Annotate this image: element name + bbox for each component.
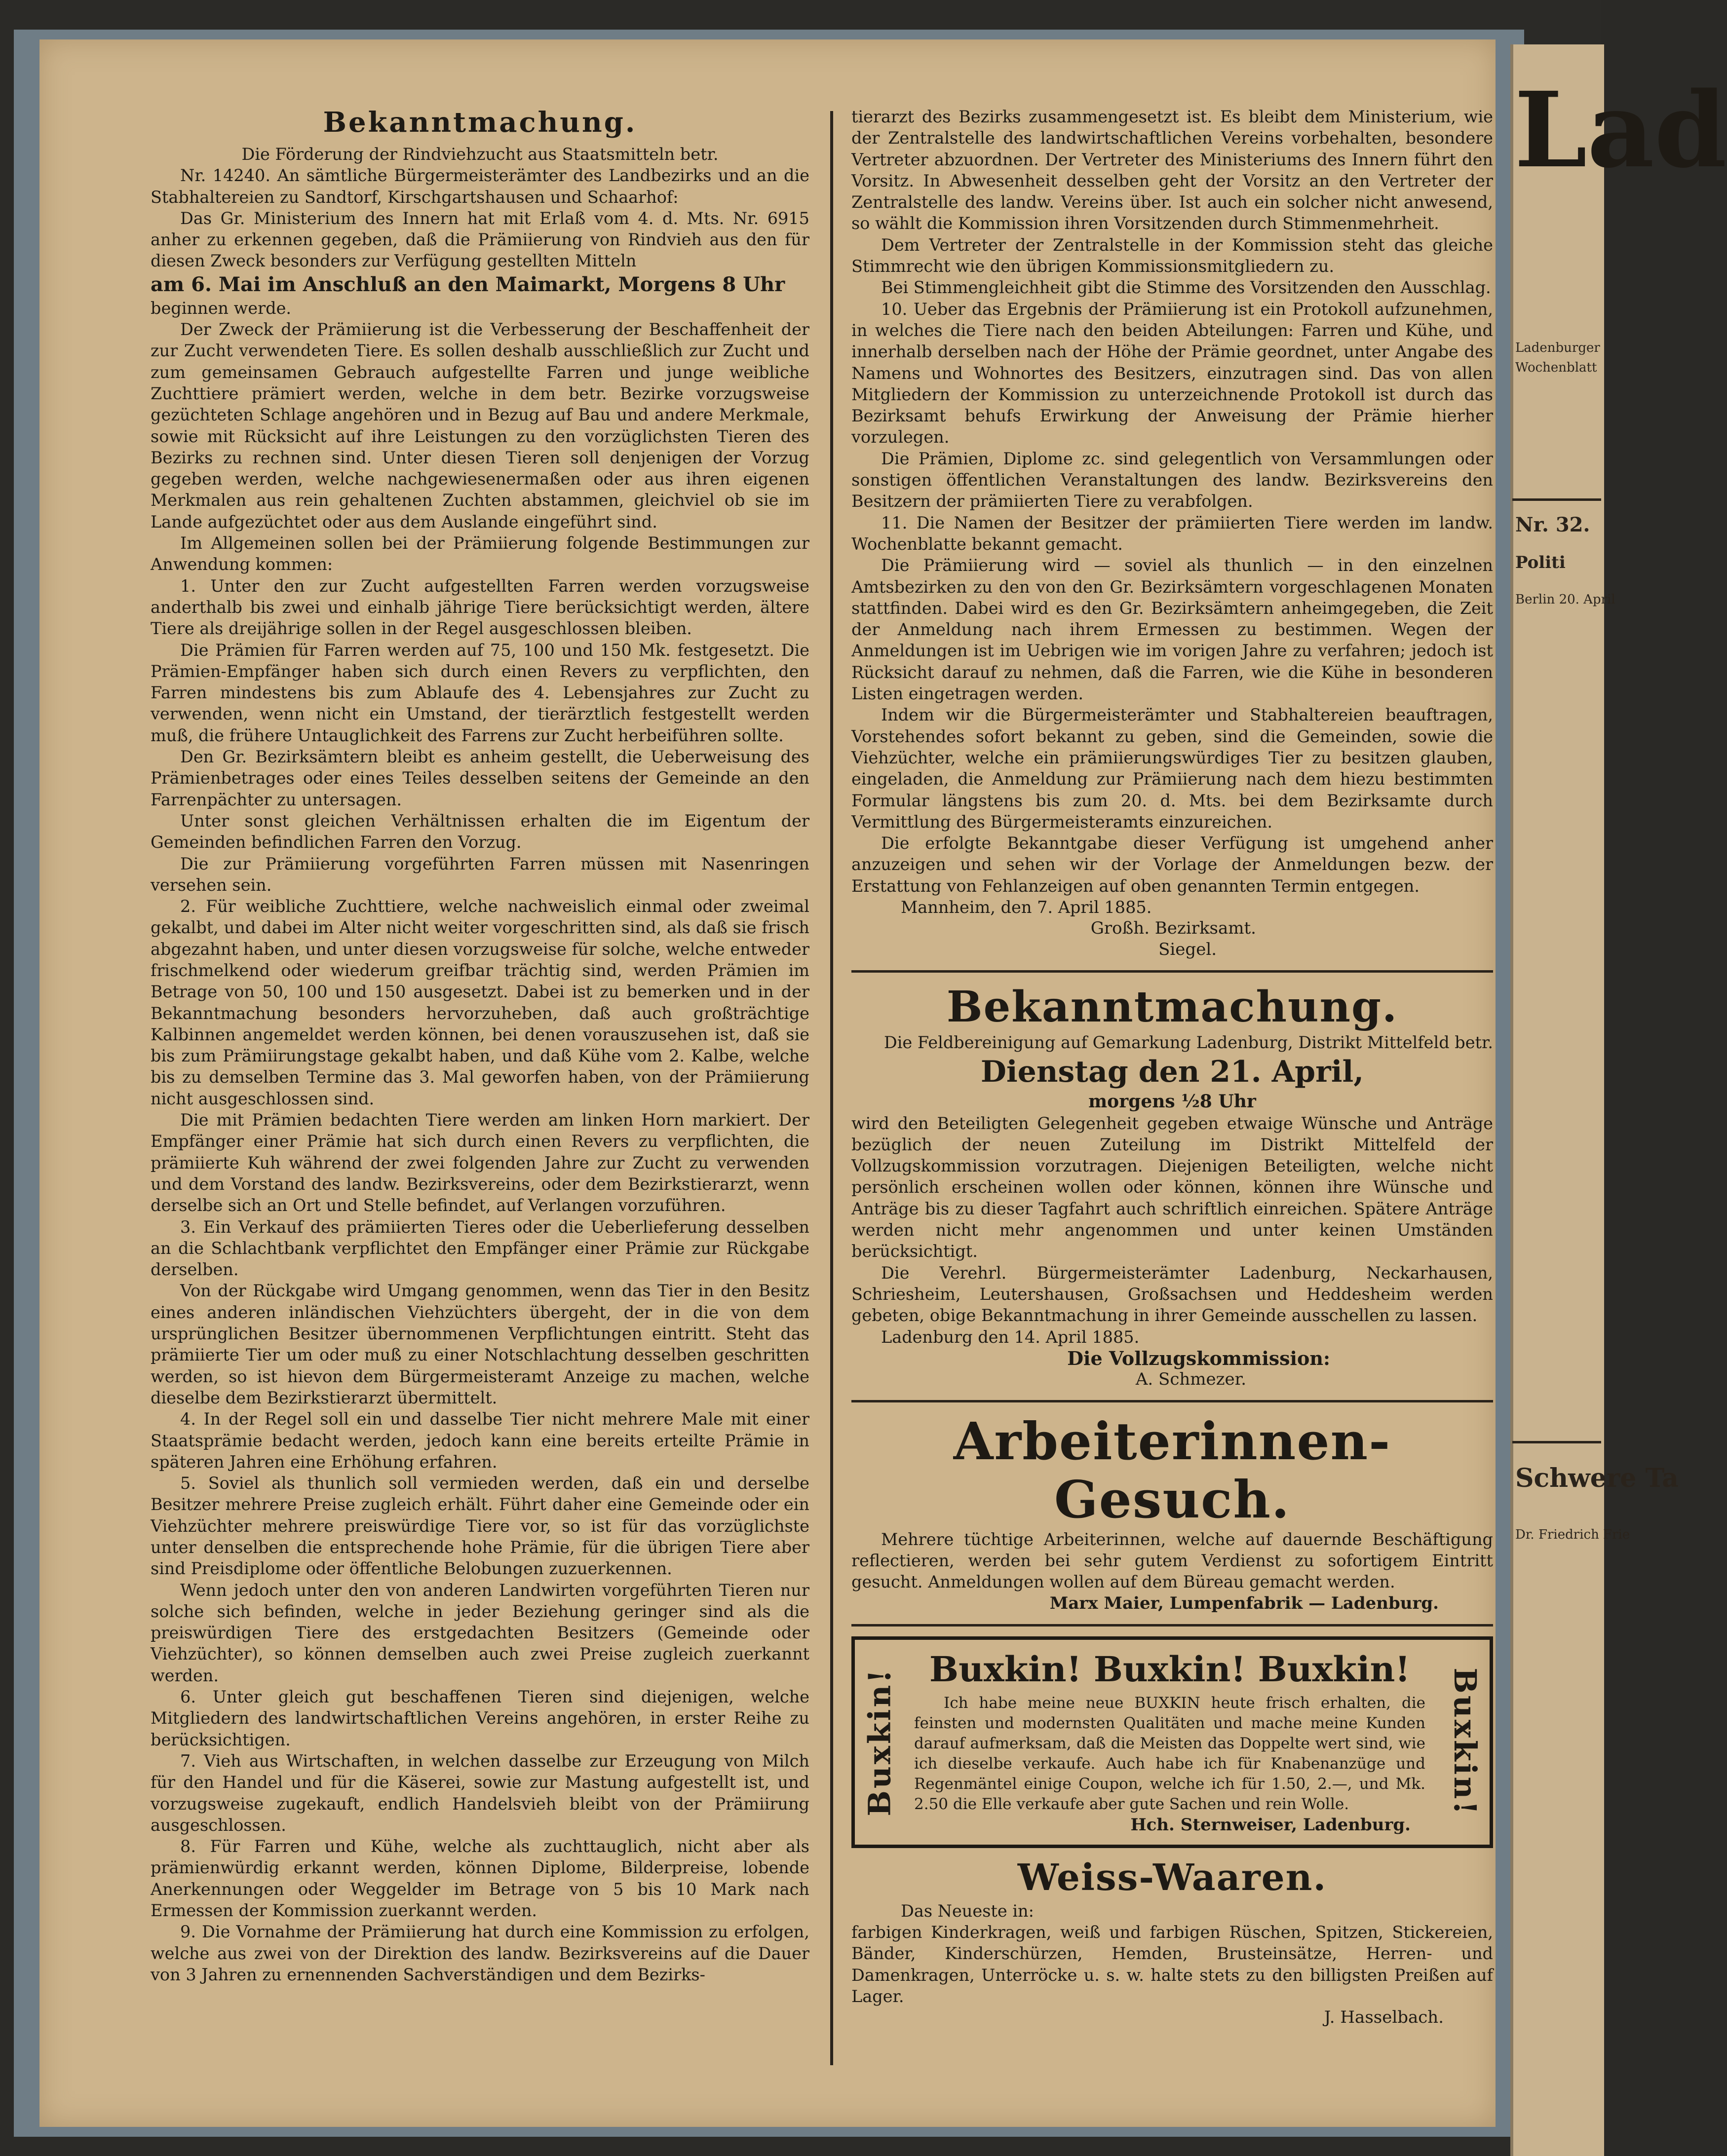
ad-intro: Das Neueste in: [901,1901,1034,1921]
paragraph: Dem Vertreter der Zentralstelle in der Kommission steht das gleiche Stimmrecht wie den übrigen Kommissionsmitgliedern zu. [851,235,1493,276]
ad-side-label: Buxkin! [1447,1667,1483,1816]
ad-title: Arbeiterinnen-Gesuch. [953,1410,1391,1530]
paragraph: Der Zweck der Prämiierung ist die Verbesserung der Beschaffenheit der zur Zucht verwendeten Tiere. Es sollen deshalb ausschließlich zur Zucht und zum gemeinsamen Gebrauch aufgestellte Farren und junge weibliche Zuchttiere prämiert werden, welche in dem betr. Bezirke vorzugsweise gezüchteten Schlage angehören und in Bezug auf Bau und andere Merkmale, sowie mit Rücksicht auf ihre Leistungen zu den vorzüglichsten Tieren des Bezirks zu rechnen sind. Unter diesen Tieren soll denjenigen der Vorzug gegeben werden, welche nachgewiesenermaßen oder aus ihren eigenen Merkmalen aus rein gehaltenen Zuchten abstammen, gleichviel ob sie im Lande aufgezüchtet oder aus dem Auslande eingeführt sind. [151,320,809,531]
paragraph: Die Prämien, Diplome zc. sind gelegentlich von Versammlungen oder sonstigen öffentlichen Veranstaltungen des landw. Bezirksvereins den Besitzern der prämiierten Tiere zu verabfolgen. [851,449,1493,511]
adjacent-heading: Politi [1515,553,1566,572]
paragraph: 4. In der Regel soll ein und dasselbe Tier nicht mehrere Male mit einer Staatsprämie bedacht werden, jedoch kann eine bereits erteilte Prämie in späteren Jahren eine Erhöhung erfahren. [151,1409,809,1472]
notice-title: Bekanntmachung. [323,106,637,139]
adjacent-text-line: Wochenblatt [1515,360,1597,375]
paragraph: 7. Vieh aus Wirtschaften, in welchen dasselbe zur Erzeugung von Milch für den Handel und für die Käserei, sowie zur Mastung aufgestellt ist, und vorzugsweise zugekauft, endlich Handelsvieh bleibt von der Prämiirung ausgeschlossen. [151,1751,809,1835]
notice-title: Bekanntmachung. [946,982,1398,1032]
adjacent-heading: Schwere Ta [1515,1463,1679,1493]
signature-commission: Die Vollzugskommission: [1067,1347,1330,1369]
paragraph: 8. Für Farren und Kühe, welche als zuchttauglich, nicht aber als prämienwürdig erkannt werden, können Diplome, Bilderpreise, lobende Anerkennungen oder Weggelder im Betrage von 5 bis 10 Mark nach Ermessen der Kommission zuerkannt werden. [151,1837,809,1921]
ad-signature: J. Hasselbach. [1324,2007,1444,2028]
paragraph: Im Allgemeinen sollen bei der Prämiierung folgende Bestimmungen zur Anwendung kommen: [151,533,809,574]
adjacent-text-line: Ladenburger [1515,340,1600,355]
paragraph: Die mit Prämien bedachten Tiere werden am linken Horn markiert. Der Empfänger einer Prämie hat sich durch einen Revers zu verpflichten, die prämiierte Kuh während der zwei folgenden Jahre zur Zucht zu verwenden und dem Vorstand des landw. Bezirksvereins, oder dem Bezirkstierarzt, wenn derselbe sich an Ort und Stelle befindet, auf Verlangen vorzuführen. [151,1110,809,1215]
date-line: Ladenburg den 14. April 1885. [881,1327,1140,1347]
notice-time: morgens ½8 Uhr [1088,1091,1256,1112]
paragraph: Bei Stimmengleichheit gibt die Stimme des Vorsitzenden den Ausschlag. [881,278,1491,298]
paragraph: Unter sonst gleichen Verhältnissen erhalten die im Eigentum der Gemeinden befindlichen Farren den Vorzug. [151,811,809,852]
section-rule [851,1624,1493,1626]
signature-seal: Siegel. [1158,940,1217,960]
adjacent-rule [1512,1441,1601,1443]
paragraph: 9. Die Vornahme der Prämiierung hat durch eine Kommission zu erfolgen, welche aus zwei von der Direktion des landw. Bezirksvereins auf die Dauer von 3 Jahren zu ernennenden Sachverständigen und dem Bezirks- [151,1922,809,1984]
paragraph: 3. Ein Verkauf des prämiierten Tieres oder die Ueberlieferung desselben an die Schlachtbank verpflichtet den Empfänger einer Prämie zur Rückgabe derselben. [151,1217,809,1280]
signature-office: Großh. Bezirksamt. [1090,918,1256,939]
ad-title: Buxkin! Buxkin! Buxkin! [929,1648,1411,1690]
left-column [151,106,809,1985]
right-column [851,106,1493,2028]
adjacent-issue-number: Nr. 32. [1515,513,1590,536]
paragraph: Das Gr. Ministerium des Innern hat mit Erlaß vom 4. d. Mts. Nr. 6915 anher zu erkennen gegeben, daß die Prämiierung von Rindvieh aus den für diesen Zweck besonders zur Verfügung gestellten Mitteln [151,208,809,271]
paragraph: Die Prämiierung wird — soviel als thunlich — in den einzelnen Amtsbezirken zu den von den Gr. Bezirksämtern vorgeschlagenen Monaten stattfinden. Dabei wird es den Gr. Bezirksämtern anheimgegeben, die Zeit der Anmeldung nach ihrem Ermessen zu bestimmen. Wegen der Anmeldungen ist im Uebrigen wie im vorigen Jahre zu verfahren; jedoch ist Rücksicht darauf zu nehmen, daß die Farren, wie die Kühe in besonderen Listen eingetragen werden. [851,556,1493,704]
paragraph: Den Gr. Bezirksämtern bleibt es anheim gestellt, die Ueberweisung des Prämienbetrages oder eines Teiles desselben seitens der Gemeinde an den Farrenpächter zu untersagen. [151,747,809,809]
paragraph: 5. Soviel als thunlich soll vermieden werden, daß ein und derselbe Besitzer mehrere Preise zugleich erhält. Führt daher eine Gemeinde oder ein Viehzüchter mehrere preiswürdige Tiere vor, so ist für das vorzüglichste unter denselben die entsprechende hohe Prämie, für die übrigen Tiere aber sind Preisdiplome oder öffentliche Belobungen zuzuerkennen. [151,1474,809,1579]
adjacent-rule [1512,498,1601,501]
paragraph: 10. Ueber das Ergebnis der Prämiierung ist ein Protokoll aufzunehmen, in welches die Tiere nach den beiden Abteilungen: Farren und Kühe, und innerhalb derselben nach der Höhe der Prämie geordnet, unter Angabe des Namens und Wohnortes des Besitzers, einzutragen sind. Das von allen Mitgliedern der Kommission zu unterzeichnende Protokoll ist durch das Bezirksamt behufs Erwirkung der Anweisung der Prämie hierher vorzulegen. [851,299,1493,447]
paragraph: tierarzt des Bezirks zusammengesetzt ist. Es bleibt dem Ministerium, wie der Zentralstelle des landwirtschaftlichen Vereins vorbehalten, besondere Vertreter abzuordnen. Der Vertreter des Ministeriums des Innern führt den Vorsitz. In Abwesenheit desselben geht der Vorsitz an den Vertreter der Zentralstelle des landw. Vereins über. Ist auch ein solcher nicht anwesend, so wählt die Kommission ihren Vorsitzenden durch Stimmenmehrheit. [851,107,1493,233]
section-rule [851,970,1493,973]
paragraph: beginnen werde. [151,298,292,318]
paragraph: Wenn jedoch unter den von anderen Landwirten vorgeführten Tieren nur solche sich befinden, welche in jeder Beziehung geringer sind als die preiswürdigen Tiere des erstgedachten Besitzers (Gemeinde oder Viehzüchter), so können demselben auch zwei Preise zugleich zuerkannt werden. [151,1580,809,1685]
notice-feldbereinigung [851,983,1493,1390]
paragraph: Die Verehrl. Bürgermeisterämter Ladenburg, Neckarhausen, Schriesheim, Leutershausen, Großsachsen und Heddesheim werden gebeten, obige Bekanntmachung in ihrer Gemeinde ausschellen zu lassen. [851,1263,1493,1325]
paragraph: Die erfolgte Bekanntgabe dieser Verfügung ist umgehend anher anzuzeigen und sehen wir der Vorlage der Anmeldungen bezw. der Erstattung von Fehlanzeigen auf oben genannten Termin entgegen. [851,833,1493,896]
paragraph: Indem wir die Bürgermeisterämter und Stabhaltereien beauftragen, Vorstehendes sofort bekannt zu geben, sind die Gemeinden, sowie die Viehzüchter, welche ein prämiierungswürdiges Tier zu besitzen glauben, eingeladen, die Anmeldung zur Prämiierung nach dem hiezu bestimmten Formular längstens bis zum 20. d. Mts. bei dem Bezirksamte durch Vermittlung des Bürgermeisteramts einzureichen. [851,705,1493,832]
notice-date: Dienstag den 21. April, [980,1054,1364,1089]
adjacent-text-line: Berlin 20. April [1515,592,1615,607]
notice-subject: Die Feldbereinigung auf Gemarkung Ladenburg, Distrikt Mittelfeld betr. [883,1033,1493,1053]
ad-title: Weiss-Waaren. [1017,1856,1327,1899]
section-rule [851,1400,1493,1402]
paragraph: 11. Die Namen der Besitzer der prämiierten Tiere werden im landw. Wochenblatte bekannt gemacht. [851,513,1493,554]
ad-signature: Marx Maier, Lumpenfabrik — Ladenburg. [1049,1593,1439,1613]
ad-arbeiterinnen [851,1412,1493,1614]
column-divider [830,111,833,2065]
ad-side-label: Buxkin! [861,1667,898,1816]
event-date-line: am 6. Mai im Anschluß an den Maimarkt, Morgens 8 Uhr [151,272,785,296]
paragraph: Die Prämien für Farren werden auf 75, 100 und 150 Mk. festgesetzt. Die Prämien-Empfänger haben sich durch einen Revers zu verpflichten, den Farren mindestens bis zum Ablaufe des 4. Lebensjahres zur Zucht zu verwenden, wenn nicht ein Umstand, der tierärztlich festgestellt werden muß, die frühere Untauglichkeit des Farrens zur Zucht herbeiführen sollte. [151,640,809,745]
adjacent-text-line: Dr. Friedrich Frie [1515,1527,1630,1542]
paragraph: 1. Unter den zur Zucht aufgestellten Farren werden vorzugsweise anderthalb bis zwei und einhalb jährige Tiere berücksichtigt werden, ältere Tiere als dreijährige sollen in der Regel ausgeschlossen bleiben. [151,576,809,639]
ad-signature: Hch. Sternweiser, Ladenburg. [1130,1815,1411,1835]
date-line: Mannheim, den 7. April 1885. [901,897,1152,917]
signature-name: A. Schmezer. [1135,1369,1246,1389]
paragraph: Von der Rückgabe wird Umgang genommen, wenn das Tier in den Besitz eines anderen inländischen Viehzüchters übergeht, der in die von dem ursprünglichen Besitzer übernommenen Verpflichtungen eintritt. Steht das prämiierte Tier um oder muß zu einer Notschlachtung desselben geschritten werden, so ist hievon dem Bürgermeisteramt Anzeige zu machen, welche dieselbe dem Bezirkstierarzt übermittelt. [151,1281,809,1407]
paragraph: Nr. 14240. An sämtliche Bürgermeisterämter des Landbezirks und an die Stabhaltereien zu Sandtorf, Kirschgartshausen und Schaarhof: [151,166,809,207]
adjacent-masthead: Lad [1514,69,1727,191]
paragraph: wird den Beteiligten Gelegenheit gegeben etwaige Wünsche und Anträge bezüglich der neuen Zuteilung im Distrikt Mittelfeld der Vollzugskommission vorzutragen. Diejenigen Beteiligten, welche nicht persönlich erscheinen wollen oder können, können ihre Wünsche und Anträge bis zu dieser Tagfahrt auch schriftlich einreichen. Spätere Anträge werden nicht mehr angenommen und unter keinen Umständen berücksichtigt. [851,1113,1493,1261]
paragraph: 6. Unter gleich gut beschaffenen Tieren sind diejenigen, welche Mitgliedern des landwirtschaftlichen Vereins angehören, in erster Reihe zu berücksichtigen. [151,1687,809,1749]
notice-subject: Die Förderung der Rindviehzucht aus Staatsmitteln betr. [241,145,719,164]
ad-body: farbigen Kinderkragen, weiß und farbigen Rüschen, Spitzen, Stickereien, Bänder, Kinderschürzen, Hemden, Brusteinsätze, Herren- und Damenkragen, Unterröcke u. s. w. halte stets zu den billigsten Preißen auf Lager. [851,1923,1493,2006]
paragraph: Die zur Prämiierung vorgeführten Farren müssen mit Nasenringen versehen sein. [151,854,809,895]
ad-buxkin-box [851,1636,1493,1848]
ad-body: Ich habe meine neue BUXKIN heute frisch erhalten, die feinsten und modernsten Qualitäten und mache meine Kunden darauf aufmerksam, daß die Meisten das Doppelte wert sind, wie ich dieselbe verkaufe. Auch habe ich für Knabenanzüge und Regenmäntel einige Coupon, welche ich für 1.50, 2.—, und Mk. 2.50 die Elle verkaufe aber gute Sachen und rein Wolle. [914,1694,1425,1813]
paragraph: 2. Für weibliche Zuchttiere, welche nachweislich einmal oder zweimal gekalbt, und dabei im Alter nicht weiter vorgeschritten sind, als daß sie frisch abgezahnt haben, und unter diesen vorzugsweise für solche, welche entweder frischmelkend oder wiederum greifbar trächtig sind, werden Prämien im Betrage von 50, 100 und 150 ausgesetzt. Dabei ist zu bemerken und in der Bekanntmachung besonders hervorzuheben, daß auch großträchtige Kalbinnen angemeldet werden können, bei denen vorauszusehen ist, daß sie bis zum Prämiirungstage gekalbt haben, und daß Kühe vom 2. Kalbe, welche bis zu demselben Termine das 3. Mal geworfen haben, von der Prämiierung nicht ausgeschlossen sind. [151,897,809,1108]
ad-weiss-waaren [851,1855,1493,2028]
ad-body: Mehrere tüchtige Arbeiterinnen, welche auf dauernde Beschäftigung reflectieren, werden bei sehr gutem Verdienst zu sofortigem Eintritt gesucht. Anmeldungen wollen auf dem Büreau gemacht werden. [851,1529,1493,1592]
